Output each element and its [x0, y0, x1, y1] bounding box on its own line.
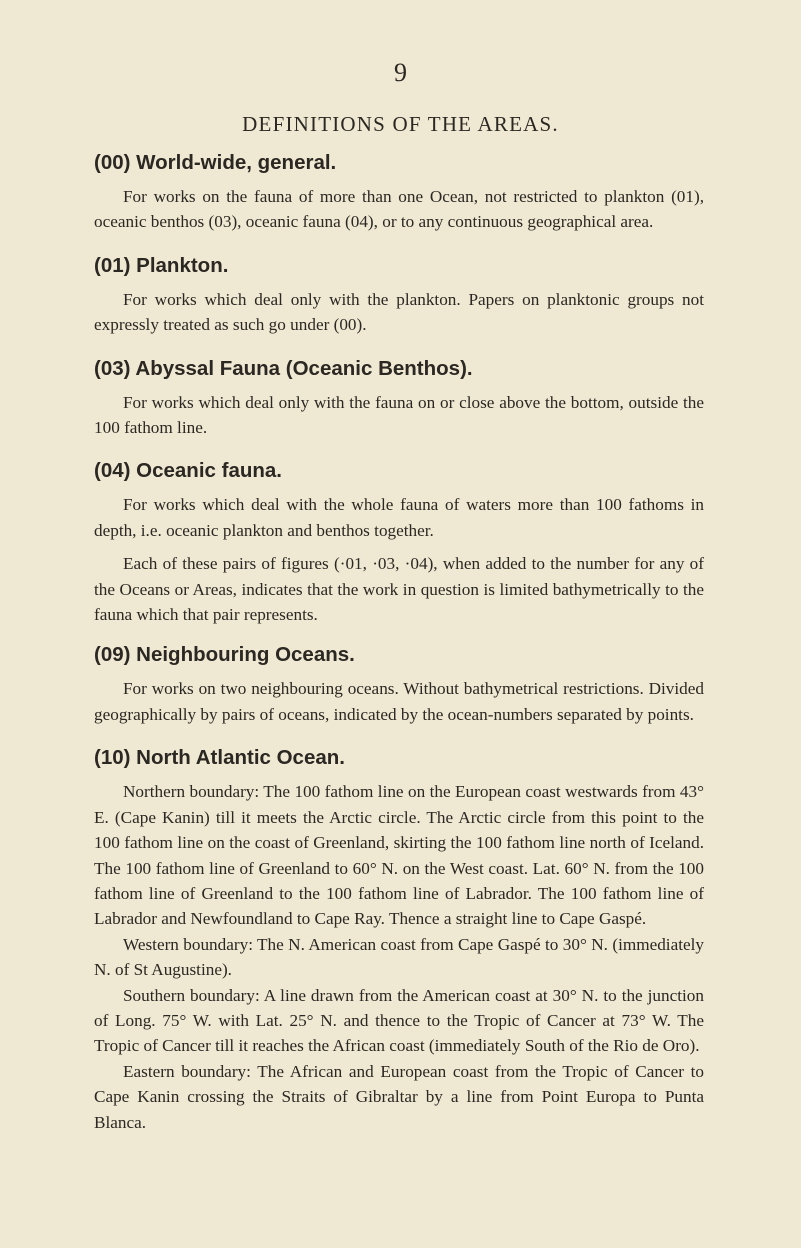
section-heading: (00) World-wide, general. — [94, 151, 337, 174]
section-heading: (03) Abyssal Fauna (Oceanic Benthos). — [94, 356, 473, 380]
section-heading: (09) Neighbouring Oceans. — [94, 643, 355, 667]
definitions-content — [94, 150, 704, 1153]
section-00 — [94, 150, 704, 235]
section-09 — [94, 642, 704, 727]
page-title: DEFINITIONS OF THE AREAS. — [242, 112, 559, 136]
section-01 — [94, 253, 704, 338]
section-10 — [94, 745, 704, 1135]
western-boundary: Western boundary: The N. American coast from Cape Gaspé to 30° N. (immediately N. of St Augustine). — [94, 934, 704, 980]
section-paragraph: For works which deal only with the plankton. Papers on planktonic groups not expressly treated as such go under (00). — [94, 289, 704, 335]
section-paragraph: For works which deal only with the fauna on or close above the bottom, outside the 100 fathom line. — [94, 392, 704, 438]
section-heading: (01) Plankton. — [94, 253, 229, 277]
bathymetric-note: Each of these pairs of figures (·01, ·03, ·04), when added to the number for any of the Oceans or Areas, indicates that the work in question is limited bathymetrically to the fauna which that pair represents. — [94, 554, 704, 625]
page-number: 9 — [394, 58, 407, 87]
section-paragraph: For works which deal with the whole fauna of waters more than 100 fathoms in depth, i.e. oceanic plankton and benthos together. — [94, 495, 704, 540]
eastern-boundary: Eastern boundary: The African and European coast from the Tropic of Cancer to Cape Kanin crossing the Straits of Gibraltar by a line from Point Europa to Punta Blanca. — [94, 1061, 704, 1132]
southern-boundary: Southern boundary: A line drawn from the American coast at 30° N. to the junction of Long. 75° W. with Lat. 25° N. and thence to the Tropic of Cancer at 73° W. The Tropic of Cancer till it reaches the African coast (immediately South of the Rio de Oro). — [94, 985, 704, 1056]
section-03 — [94, 356, 704, 441]
northern-boundary: Northern boundary: The 100 fathom line on the European coast westwards from 43° E. (Cape Kanin) till it meets the Arctic circle. The Arctic circle from this point to the 100 fathom line on the coast of Greenland, skirting the 100 fathom line north of Iceland. The 100 fathom line of Greenland to 60° N. on the West coast. Lat. 60° N. from the 100 fathom line of Greenland to the 100 fathom line of Labrador. The 100 fathom line of Labrador and Newfoundland to Cape Ray. Thence a straight line to Cape Gaspé. — [94, 782, 704, 929]
section-paragraph: For works on the fauna of more than one Ocean, not restricted to plankton (01), oceanic benthos (03), oceanic fauna (04), or to any continuous geographical area. — [94, 187, 704, 232]
section-paragraph: For works on two neighbouring oceans. Without bathymetrical restrictions. Divided geographically by pairs of oceans, indicated by the ocean-numbers separated by points. — [94, 679, 704, 724]
section-heading: (04) Oceanic fauna. — [94, 459, 282, 483]
section-04 — [94, 458, 704, 543]
section-heading: (10) North Atlantic Ocean. — [94, 746, 345, 770]
